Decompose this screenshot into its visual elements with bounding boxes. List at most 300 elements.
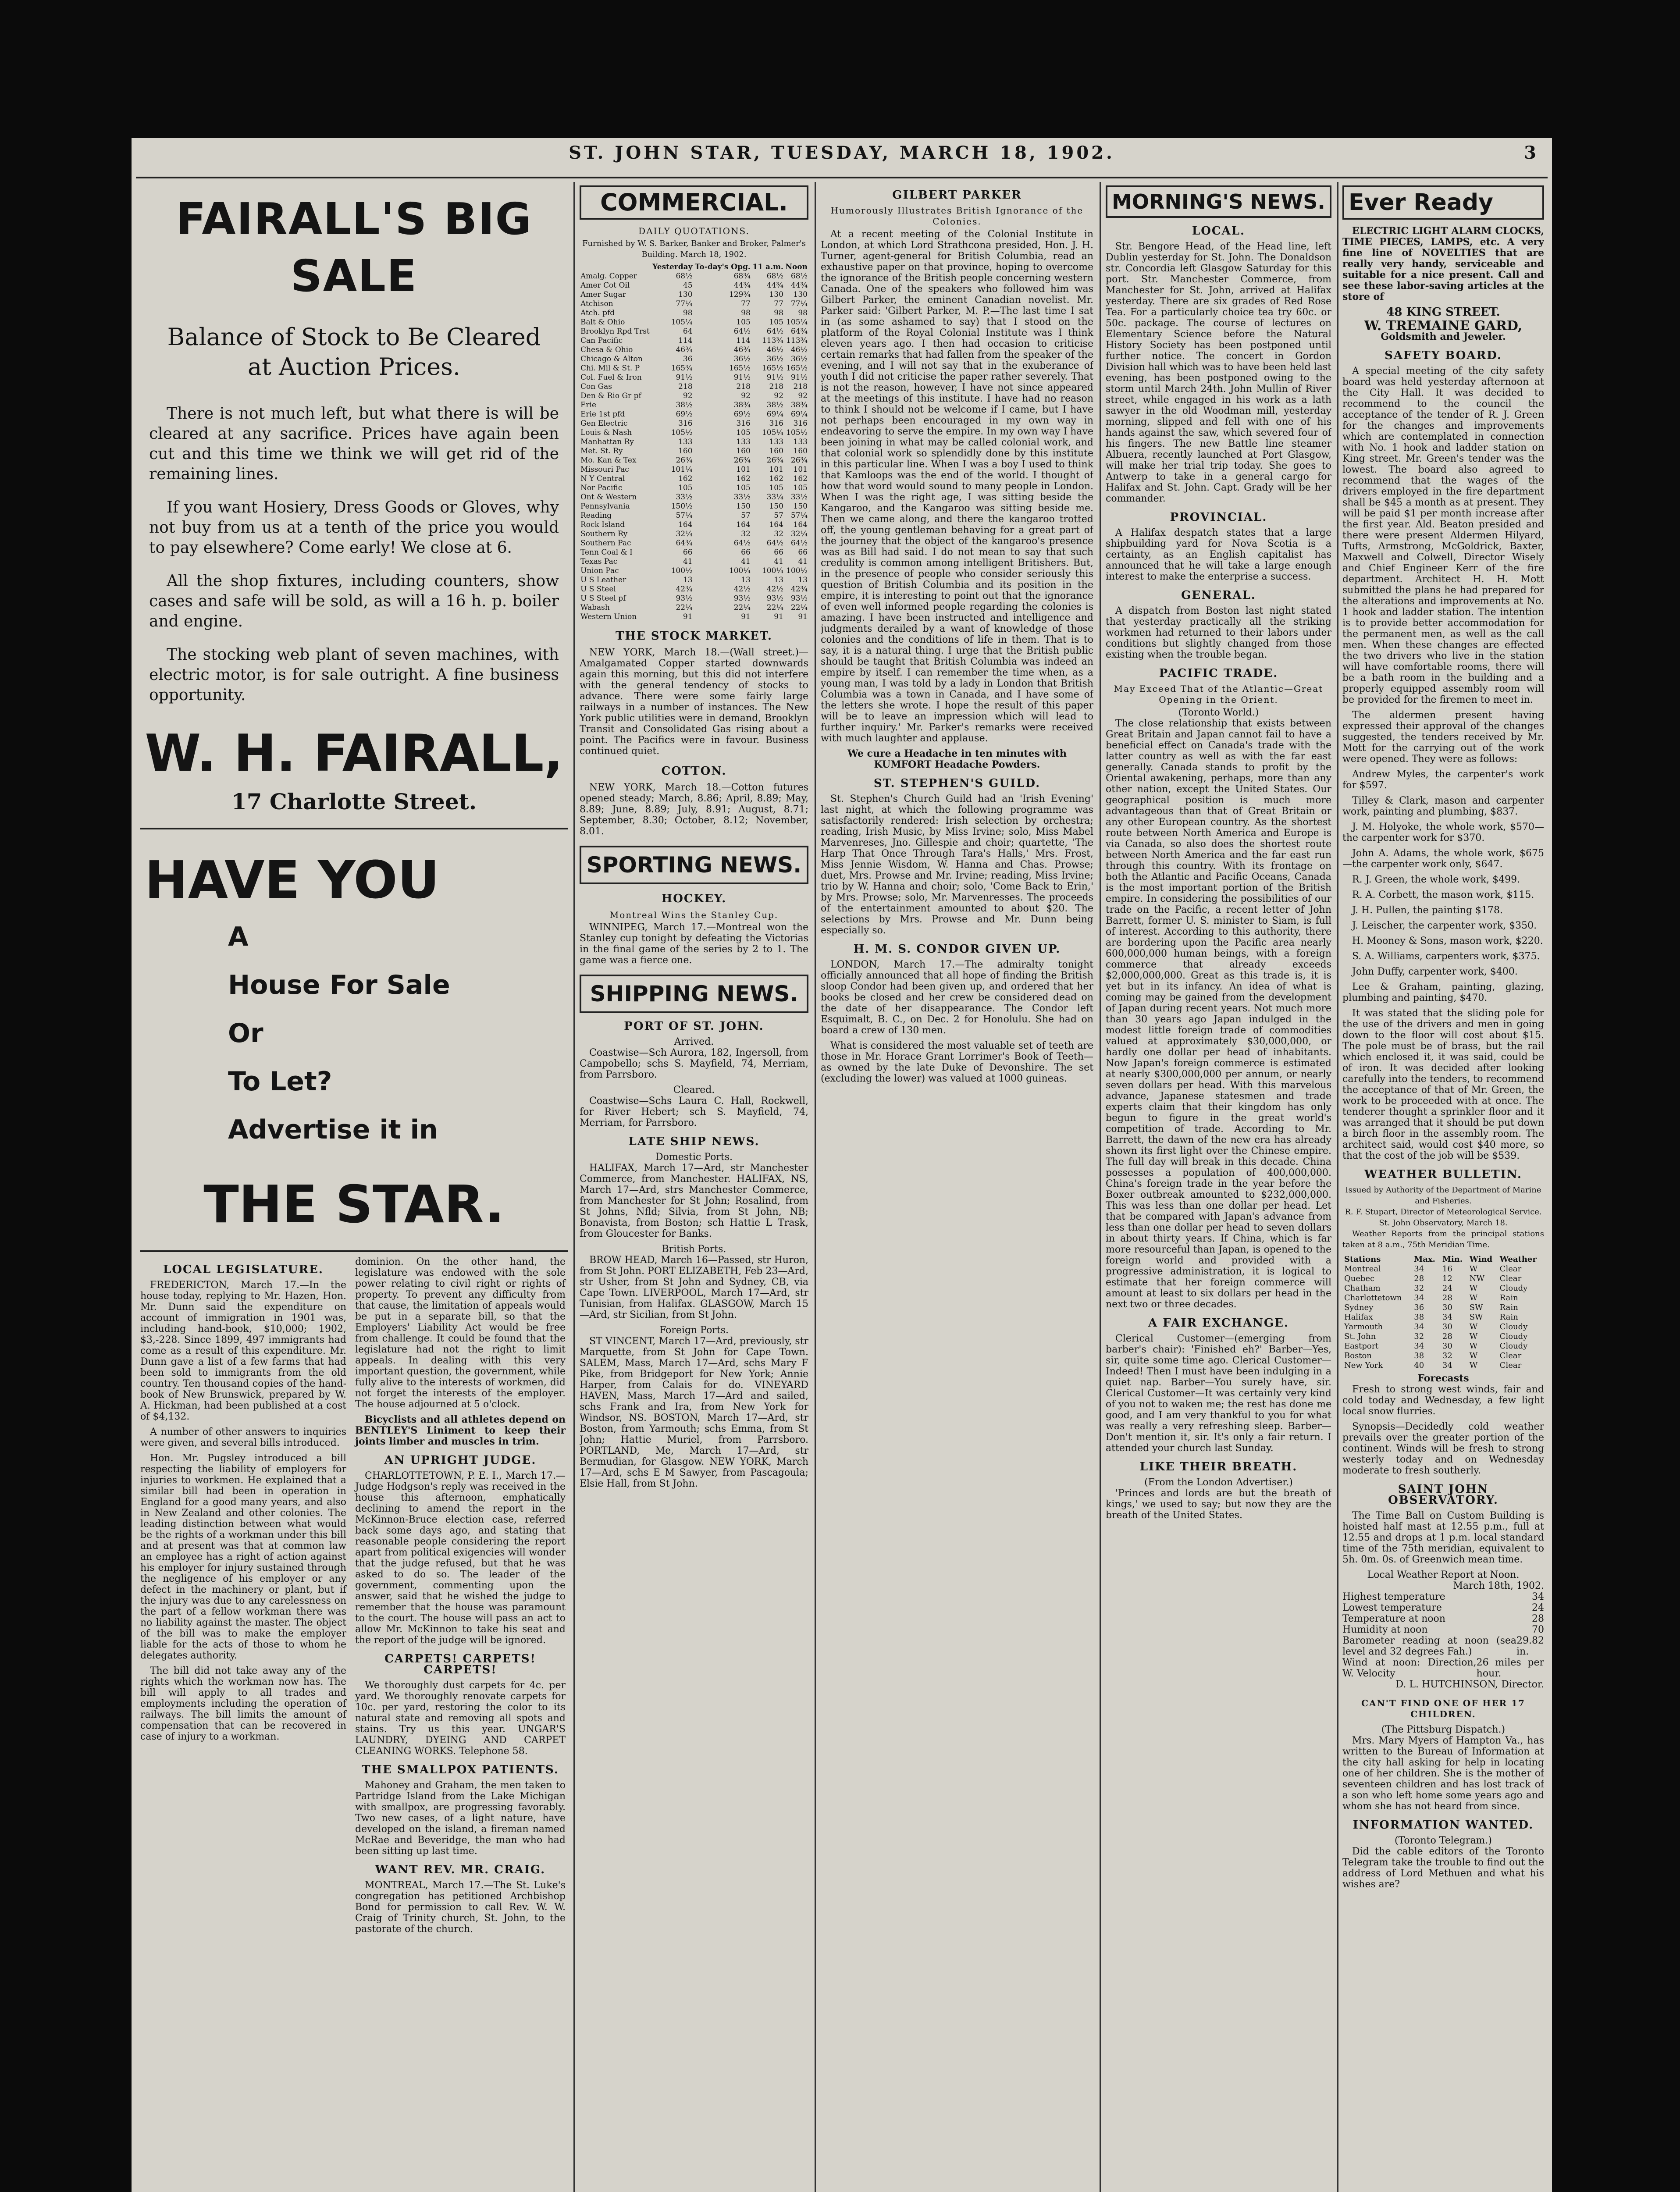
stock-price: 45 xyxy=(683,281,693,290)
stock-price: 218 xyxy=(769,382,783,391)
stock-price: 100½ xyxy=(671,566,693,575)
stock-price: 38¾ xyxy=(733,401,751,409)
stock-price: 41 xyxy=(774,557,783,566)
stock-price: 218 xyxy=(678,382,693,391)
stock-price: 57 xyxy=(774,511,783,520)
stock-price: 101 xyxy=(793,465,808,474)
fairall-subtitle: Balance of Stock to Be Cleared at Auction Prices. xyxy=(167,323,541,381)
quotation-row xyxy=(580,419,808,428)
stock-price: 13 xyxy=(683,576,693,584)
stock-price: 316 xyxy=(793,419,808,428)
fairall-para-2: If you want Hosiery, Dress Goods or Gloves, why not buy from us at a tenth of the price you would to pay elsewhere? Come early! We close at 6. xyxy=(149,498,559,557)
stock-price: 91 xyxy=(741,612,751,621)
observatory-item-value: 26 miles per hour. xyxy=(1476,1657,1544,1679)
weather-cell: W xyxy=(1469,1351,1478,1360)
stock-price: 36½ xyxy=(733,355,751,363)
safety-text: A special meeting of the city safety board was held yesterday afternoon at the City Hall. It was decided to recommend to the council the acceptance of the tender of R. J. Green for the changes and improvements which are contemplated in connection with No. 1 hook and ladder station on King street. Mr. Green's tender was the lowest. The board also agreed to recommend that the wages of the drivers employed in the fire department shall be $45 a month as at present. They will be paid $1 per month increase after the first year. Ald. Beaton presided and there were present Aldermen Hilyard, Tufts, Armstrong, McGoldrick, Baxter, Maxwell and Colwell, Director Wisely and Chief Engineer Kerr of the fire department. Architect H. H. Mott submitted the plans he had prepared for the alterations and improvements at No. 1 hook and ladder station. The intention is to provide better accommodation for the permanent men, as well as the call men. When these changes are effected the two drivers who live in the station will have comfortable rooms, there will be a bath room in the building and a properly equipped assembly room will be provided for the firemen to meet in. xyxy=(1342,366,1544,705)
observatory-item-label: Humidity at noon xyxy=(1342,1624,1428,1635)
stock-price: 130 xyxy=(678,290,693,299)
stock-price: 114 xyxy=(736,336,751,345)
stock-price: 100¼ xyxy=(729,566,751,575)
foreign-label: Foreign Ports. xyxy=(659,1325,729,1336)
upright-judge-text: CHARLOTTETOWN, P. E. I., March 17.—Judge Hodgson's reply was received in the house this afternoon, emphatically declining to amend the report in the McKinnon-Bruce election case, referred back some days ago, and stating that reasonable people considering the report apart from political exigencies will wonder that the judge refused, but that he was asked to do so. The leader of the government, commenting upon the answer, said that he wished the judge to remember that the house was paramount to the court. The house will pass an act to allow Mr. McKinnon to take his seat and the report of the judge will be ignored. xyxy=(355,1470,566,1646)
stock-price: 113¾ xyxy=(786,336,808,345)
stock-price: 64½ xyxy=(766,327,783,336)
carpets-title: CARPETS! CARPETS! CARPETS! xyxy=(384,1652,536,1676)
tender-item: John A. Adams, the whole work, $675—the carpenter work only, $647. xyxy=(1342,848,1544,870)
quotation-row xyxy=(580,373,808,382)
stock-price: 105 xyxy=(736,318,751,327)
stock-price: 33½ xyxy=(733,493,751,502)
quotation-row xyxy=(580,336,808,345)
children-text: Mrs. Mary Myers of Hampton Va., has written to the Bureau of Information at the city hall asking for help in locating one of her children. She is the mother of seventeen children and has lost track of a son who left home some years ago and whom she has not heard from since. xyxy=(1342,1735,1544,1812)
weather-cell: W xyxy=(1469,1284,1478,1293)
pacific-source: (Toronto World.) xyxy=(1178,707,1259,718)
tender-item: J. H. Pullen, the painting $178. xyxy=(1352,905,1503,916)
quotation-row xyxy=(580,327,808,336)
weather-cell: 34 xyxy=(1414,1264,1424,1274)
stock-price: 42½ xyxy=(733,585,751,594)
weather-notes: Weather Reports from the principal stations taken at 8 a.m., 75th Meridian Time. xyxy=(1342,1229,1544,1249)
star-ad-the-star: THE STAR. xyxy=(203,1174,505,1235)
provincial-title: PROVINCIAL. xyxy=(1170,511,1267,524)
stock-price: 133 xyxy=(793,438,808,446)
information-text: Did the cable editors of the Toronto Telegram take the trouble to find out the address of Lord Methuen and what his wishes are? xyxy=(1342,1846,1544,1890)
stock-price: 100¼ xyxy=(762,566,783,575)
legislature-para: Hon. Mr. Pugsley introduced a bill respecting the liability of employers for injuries to workmen. He explained that a similar bill had been in operation in England for a good many years, and also in New Zealand and other colonies. The leading distinction between what would be the rights of a workman under this bill and at present was that at common law an employee has a right of action against his employer for injury sustained through the negligence of his employer or any defect in the machinery or plant, but if the injury was due to any carelessness on the part of a fellow workman there was no liability against the master. The object of the bill was to make the employer liable for the acts of those to whom he delegates authority. xyxy=(140,1453,346,1661)
column-divider xyxy=(815,182,816,2192)
stock-price: 32 xyxy=(741,530,751,538)
quotation-row xyxy=(580,290,808,299)
stock-price: 22¼ xyxy=(766,603,783,612)
st-stephen-title: ST. STEPHEN'S GUILD. xyxy=(873,777,1041,790)
quotation-row xyxy=(580,364,808,373)
carpets-text: We thoroughly dust carpets for 4c. per yard. We thoroughly renovate carpets for 10c. per yard, restoring the color to its natural state and removing all spots and stains. Try us this year. UNGAR'S LAUNDRY, DYEING AND CARPET CLEANING WORKS. Telephone 58. xyxy=(355,1680,566,1757)
star-ad-advertise: Advertise it in xyxy=(228,1114,438,1145)
quotation-row xyxy=(580,603,808,612)
stock-name: Den & Rio Gr pf xyxy=(580,391,641,400)
quotation-row xyxy=(580,391,808,401)
stock-name: Pennsylvania xyxy=(580,502,630,511)
stock-price: 33½ xyxy=(790,493,808,502)
stock-price: 105½ xyxy=(671,428,693,437)
weather-column-header: Min. xyxy=(1442,1255,1463,1264)
quotation-row xyxy=(580,428,808,438)
fairall-para-4: The stocking web plant of seven machines, with electric motor, is for sale outright. A fine business opportunity. xyxy=(149,646,559,704)
stock-price: 92 xyxy=(741,391,751,400)
weather-cell: SW xyxy=(1469,1313,1483,1322)
local-weather-title: Local Weather Report at Noon. xyxy=(1367,1569,1520,1580)
quotation-row xyxy=(580,465,808,474)
stock-price: 33½ xyxy=(676,493,693,502)
weather-cell: Clear xyxy=(1499,1351,1522,1360)
stock-price: 36½ xyxy=(766,355,783,363)
weather-cell: Rain xyxy=(1499,1303,1518,1312)
stock-price: 32¼ xyxy=(790,530,808,538)
legislature-title: LOCAL LEGISLATURE. xyxy=(163,1263,324,1276)
quotation-row xyxy=(580,272,808,281)
stock-name: Ont & Western xyxy=(580,493,637,502)
weather-director: R. F. Stupart, Director of Meteorological Service. xyxy=(1345,1207,1542,1217)
quotation-row xyxy=(580,410,808,419)
weather-cell: 34 xyxy=(1414,1322,1424,1331)
stock-price: 98 xyxy=(741,309,751,317)
stock-name: Amer Cot Oil xyxy=(580,281,630,290)
observatory-item xyxy=(1342,1624,1544,1635)
weather-cell: Clear xyxy=(1499,1274,1522,1283)
stock-price: 44¾ xyxy=(790,281,808,290)
stock-price: 36 xyxy=(683,355,693,363)
header-rule xyxy=(136,177,1548,178)
quotation-column-header: Yesterday xyxy=(652,263,693,271)
stock-price: 98 xyxy=(774,309,783,317)
children-source: (The Pittsburg Dispatch.) xyxy=(1381,1724,1506,1735)
stock-price: 68½ xyxy=(676,272,693,281)
quotation-row xyxy=(580,447,808,456)
ad-divider xyxy=(140,828,568,829)
breath-source: (From the London Advertiser.) xyxy=(1144,1477,1293,1488)
breath-title: LIKE THEIR BREATH. xyxy=(1139,1460,1298,1473)
tender-item: Andrew Myles, the carpenter's work for $597. xyxy=(1342,769,1544,791)
stock-price: 32¼ xyxy=(676,530,693,538)
stock-name: Amalg. Copper xyxy=(580,272,637,281)
stock-price: 150½ xyxy=(671,502,693,511)
weather-cell: 30 xyxy=(1442,1342,1452,1351)
weather-title: WEATHER BULLETIN. xyxy=(1364,1168,1522,1181)
weather-cell: Charlottetown xyxy=(1344,1293,1402,1302)
quotation-row xyxy=(580,585,808,594)
arrived-label: Arrived. xyxy=(674,1036,714,1047)
stock-price: 105 xyxy=(793,484,808,492)
weather-cell: W xyxy=(1469,1264,1478,1274)
column-5 xyxy=(1342,182,1544,1894)
column-1b xyxy=(355,1256,566,1939)
tender-item: J. M. Holyoke, the whole work, $570—the carpenter work for $370. xyxy=(1342,822,1544,843)
weather-cell: W xyxy=(1469,1361,1478,1370)
stock-price: 91½ xyxy=(676,373,693,382)
stock-price: 66 xyxy=(798,548,808,557)
dominion-text: dominion. On the other hand, the legislature was endowed with the sole power relating to civil right or rights of property. To prevent any difficulty from that cause, the limitation of appeals would be put in a separate bill, so that the Employers' Liability Act would be free from challenge. It could be found that the legislature had not the right to limit appeals. In dealing with this very important question, the government, while fully alive to the interests of workmen, did not forget the interests of the employer. The house adjourned at 5 o'clock. xyxy=(355,1256,566,1410)
stock-price: 98 xyxy=(798,309,808,317)
weather-cell: 28 xyxy=(1442,1293,1452,1302)
stock-price: 93½ xyxy=(676,594,693,603)
stock-price: 162 xyxy=(769,474,783,483)
stock-name: Con Gas xyxy=(580,382,612,391)
stock-price: 164 xyxy=(736,520,751,529)
quotation-row xyxy=(580,557,808,566)
stock-name: Erie 1st pfd xyxy=(580,410,625,419)
quotation-column-header: 11 a.m. xyxy=(752,263,783,271)
safety-tenders-intro: The aldermen present having expressed their approval of the changes suggested, the tenders received by Mr. Mott for the carrying out of the work were opened. They were as follows: xyxy=(1342,710,1544,765)
upright-judge-title: AN UPRIGHT JUDGE. xyxy=(384,1454,537,1467)
quotation-row xyxy=(580,345,808,355)
quotations-furnished: Furnished by W. S. Barker, Banker and Broker, Palmer's Building. March 18, 1902. xyxy=(582,239,806,259)
st-stephen-text: St. Stephen's Church Guild had an 'Irish Evening' last night, at which the following programme was satisfactorily rendered: Irish selection by orchestra; reading, Irish Music, by Miss Irvine; solo, Miss Mabel Marvenreses, Jno. Gillespie and choir; quartette, 'The Harp That Once Through Tara's Halls,' Mrs. Frost, Miss Jennie Wisdom, W. Hanna and Chas. Prowse; duet, Mrs. Prowse and Mr. Irvine; reading, Miss Irvine; trio by W. Hanna and choir; solo, 'Come Back to Erin,' by Mrs. Prowse; solo, Mr. Marvenresses. The proceeds of the entertainment amounted to about $20. The selections by Mrs. Prowse and Mr. Dunn being especially so. xyxy=(821,794,1093,936)
stock-price: 105 xyxy=(736,484,751,492)
stock-name: Gen Electric xyxy=(580,419,628,428)
weather-cell: St. John xyxy=(1344,1332,1376,1341)
quotation-row xyxy=(580,484,808,493)
stock-price: 105¼ xyxy=(762,428,783,437)
stock-name: Brooklyn Rpd Trst xyxy=(580,327,650,336)
gilbert-title: GILBERT PARKER xyxy=(892,189,1022,202)
quotation-row xyxy=(580,520,808,530)
condor-title: H. M. S. CONDOR GIVEN UP. xyxy=(853,943,1061,956)
stock-price: 316 xyxy=(678,419,693,428)
weather-cell: 40 xyxy=(1414,1361,1424,1370)
stock-price: 44¾ xyxy=(766,281,783,290)
observatory-item-value: 70 xyxy=(1532,1624,1544,1635)
weather-cell: 38 xyxy=(1414,1313,1424,1322)
ever-ready-title: Ever Ready xyxy=(1342,185,1544,220)
cotton-text: NEW YORK, March 18.—Cotton futures opened steady; March, 8.86; April, 8.89; May, 8.89; June, 8.89; July, 8.91; August, 8.71; September, 8.30; October, 8.12; November, 8.01. xyxy=(580,782,808,837)
observatory-item xyxy=(1342,1635,1544,1657)
stock-price: 105 xyxy=(769,318,783,327)
weather-cell: 24 xyxy=(1442,1284,1452,1293)
local-title: LOCAL. xyxy=(1192,224,1246,238)
cleared-label: Cleared. xyxy=(673,1085,715,1096)
stock-name: Southern Ry xyxy=(580,530,628,538)
weather-cell: SW xyxy=(1469,1303,1483,1312)
pacific-subtitle: May Exceed That of the Atlantic—Great Opening in the Orient. xyxy=(1114,683,1324,705)
tender-item: John Duffy, carpenter work, $400. xyxy=(1352,966,1518,977)
legislature-article xyxy=(140,1256,346,1939)
stock-name: Tenn Coal & I xyxy=(580,548,633,557)
stock-price: 68½ xyxy=(790,272,808,281)
stock-name: Chicago & Alton xyxy=(580,355,643,363)
weather-row xyxy=(1342,1303,1544,1313)
star-ad xyxy=(140,829,568,1250)
column-1 xyxy=(140,182,568,1939)
weather-cell: 30 xyxy=(1442,1322,1452,1331)
teeth-item: What is considered the most valuable set of teeth are those in Mr. Horace Grant Lorrimer's Book of Teeth—as owned by the late Duke of Devonshire. The set (excluding the lower) was valued at 1000 guineas. xyxy=(821,1040,1093,1084)
stock-price: 26¾ xyxy=(733,456,751,465)
stock-price: 46¾ xyxy=(733,345,751,354)
stock-name: Union Pac xyxy=(580,566,619,575)
stock-price: 42½ xyxy=(766,585,783,594)
fairall-title: FAIRALL'S BIG SALE xyxy=(176,193,532,302)
stock-price: 98 xyxy=(683,309,693,317)
stock-price: 32 xyxy=(774,530,783,538)
quotation-row xyxy=(580,493,808,502)
weather-cell: Sydney xyxy=(1344,1303,1374,1312)
quotation-column-header: Noon xyxy=(785,263,808,271)
stock-price: 33¼ xyxy=(766,493,783,502)
weather-cell: 34 xyxy=(1414,1342,1424,1351)
weather-cell: Quebec xyxy=(1344,1274,1375,1283)
weather-cell: Boston xyxy=(1344,1351,1372,1360)
stock-price: 38½ xyxy=(766,401,783,409)
stock-price: 92 xyxy=(798,391,808,400)
stock-price: 105½ xyxy=(786,428,808,437)
tender-item: J. Leischer, the carpenter work, $350. xyxy=(1352,920,1537,931)
quotation-row xyxy=(580,576,808,585)
observatory-item xyxy=(1342,1613,1544,1624)
quotation-row xyxy=(580,309,808,318)
weather-row xyxy=(1342,1284,1544,1293)
observatory-item xyxy=(1342,1602,1544,1613)
stock-price: 22¼ xyxy=(790,603,808,612)
stock-price: 64 xyxy=(683,327,693,336)
weather-authority: Issued by Authority of the Department of Marine and Fisheries. xyxy=(1345,1185,1541,1206)
weather-row xyxy=(1342,1361,1544,1370)
masthead-line: ST. JOHN STAR, TUESDAY, MARCH 18, 1902. xyxy=(569,142,1115,163)
stock-price: 64¾ xyxy=(790,327,808,336)
late-ship-title: LATE SHIP NEWS. xyxy=(628,1135,760,1148)
stock-name: Nor Pacific xyxy=(580,484,623,492)
stock-price: 160 xyxy=(769,447,783,455)
stock-price: 42¾ xyxy=(676,585,693,594)
weather-column-header: Max. xyxy=(1414,1255,1435,1264)
shipping-news xyxy=(580,1021,808,1489)
weather-cell: Clear xyxy=(1499,1361,1522,1370)
stock-name: U S Steel xyxy=(580,585,616,594)
stock-name: Atch. pfd xyxy=(580,309,615,317)
weather-row xyxy=(1342,1264,1544,1274)
stock-price: 150 xyxy=(736,502,751,511)
stock-price: 26¾ xyxy=(790,456,808,465)
stock-price: 68½ xyxy=(766,272,783,281)
stock-price: 162 xyxy=(736,474,751,483)
weather-cell: Cloudy xyxy=(1499,1284,1528,1293)
stock-name: Reading xyxy=(580,511,612,520)
stock-price: 165½ xyxy=(786,364,808,373)
observatory-item-label: Temperature at noon xyxy=(1342,1613,1445,1624)
tender-item: Tilley & Clark, mason and carpenter work, painting and plumbing, $837. xyxy=(1342,795,1544,817)
tender-item: S. A. Williams, carpenters work, $375. xyxy=(1352,951,1540,962)
stock-name: Texas Pac xyxy=(580,557,618,566)
stock-name: Atchison xyxy=(580,299,613,308)
stock-price: 77¼ xyxy=(676,299,693,308)
observatory-text: The Time Ball on Custom Building is hoisted half mast at 12.55 p.m., full at 12.55 and drops at 1 p.m. local standard time of the 75th meridian, equivalent to 5h. 0m. 0s. of Greenwich mean time. xyxy=(1342,1510,1544,1565)
stock-price: 160 xyxy=(678,447,693,455)
stock-price: 91 xyxy=(683,612,693,621)
quotation-row xyxy=(580,612,808,622)
weather-cell: W xyxy=(1469,1293,1478,1302)
stock-price: 150 xyxy=(769,502,783,511)
stock-price: 91 xyxy=(774,612,783,621)
have-you-heading: HAVE YOU xyxy=(145,850,440,910)
observatory-items xyxy=(1342,1591,1544,1679)
craig-text: MONTREAL, March 17.—The St. Luke's congregation has petitioned Archbishop Bond for permission to call Rev. W. W. Craig of Trinity church, St. John, to the pastorate of the church. xyxy=(355,1880,566,1935)
stock-name: Wabash xyxy=(580,603,610,612)
weather-observatory: St. John Observatory, March 18. xyxy=(1379,1218,1508,1228)
stock-price: 133 xyxy=(678,438,693,446)
weather-cell: Cloudy xyxy=(1499,1322,1528,1331)
smallpox-title: THE SMALLPOX PATIENTS. xyxy=(362,1763,559,1776)
legislature-para: FREDERICTON, March 17.—In the house today, replying to Mr. Hazen, Hon. Mr. Dunn said the expenditure on account of immigration in 1901 was, including hand-book, $10,000; 1902, $3,-228. Since 1899, 497 immigrants had come as a result of this expenditure. Mr. Dunn gave a list of a few farms that had been sold to immigrants from the old country. Ten thousand copies of the hand-book of New Brunswick, prepared by W. A. Hickman, had been published at a cost of $4,132. xyxy=(140,1280,346,1422)
stock-price: 13 xyxy=(774,576,783,584)
quotation-row xyxy=(580,511,808,520)
hockey-title: HOCKEY. xyxy=(661,892,727,905)
quotation-row xyxy=(580,474,808,484)
hockey-subtitle: Montreal Wins the Stanley Cup. xyxy=(609,910,779,920)
weather-cell: Montreal xyxy=(1344,1264,1381,1274)
quotation-row xyxy=(580,456,808,465)
smallpox-text: Mahoney and Graham, the men taken to Partridge Island from the Lake Michigan with smallpox, are progressing favorably. Two new cases, of a light nature, have developed on the island, a fireman named McRae and Beveridge, the man who had been sitting up last time. xyxy=(355,1780,566,1857)
stock-name: Louis & Nash xyxy=(580,428,632,437)
stock-price: 69½ xyxy=(733,410,751,419)
stock-price: 165½ xyxy=(729,364,751,373)
stock-price: 13 xyxy=(798,576,808,584)
column-divider xyxy=(1100,182,1101,2192)
quotation-row xyxy=(580,438,808,447)
ever-ready-text: ELECTRIC LIGHT ALARM CLOCKS, TIME PIECES, LAMPS, etc. A very fine line of NOVELTIES that are really very handy, serviceable and suitable for a nice present. Call and see these labor-saving articles at the store of xyxy=(1342,225,1544,302)
observatory-item-label: Wind at noon: Direction, W. Velocity xyxy=(1342,1657,1477,1679)
stock-price: 105¼ xyxy=(671,318,693,327)
weather-cell: Rain xyxy=(1499,1293,1518,1302)
exchange-title: A FAIR EXCHANGE. xyxy=(1148,1317,1289,1330)
weather-row xyxy=(1342,1293,1544,1303)
stock-price: 160 xyxy=(793,447,808,455)
stock-name: N Y Central xyxy=(580,474,625,483)
stock-name: Can Pacific xyxy=(580,336,623,345)
weather-cell: NW xyxy=(1469,1274,1484,1283)
headache-ad: We cure a Headache in ten minutes with KUMFORT Headache Powders. xyxy=(847,748,1067,770)
stock-price: 13 xyxy=(741,576,751,584)
page-header xyxy=(132,142,1552,173)
local-weather-date: March 18th, 1902. xyxy=(1453,1580,1544,1591)
stock-name: Western Union xyxy=(580,612,637,621)
legislature-para: The bill did not take away any of the rights which the workman now has. The bill will apply to all trades and employments including the operation of railways. The bill limits the amount of compensation that can be recovered in case of injury to a workman. xyxy=(140,1665,346,1742)
fairall-para-3: All the shop fixtures, including counters, show cases and safe will be sold, as will a 16 h. p. boiler and engine. xyxy=(149,572,559,630)
stock-market-title: THE STOCK MARKET. xyxy=(616,630,772,643)
stock-price: 64½ xyxy=(766,539,783,548)
ad-divider xyxy=(140,1250,568,1252)
information-source: (Toronto Telegram.) xyxy=(1395,1835,1492,1846)
quotation-row xyxy=(580,530,808,539)
stock-price: 69¼ xyxy=(790,410,808,419)
stock-name: Mo. Kan & Tex xyxy=(580,456,637,465)
tender-item: H. Mooney & Sons, mason work, $220. xyxy=(1352,936,1543,947)
stock-price: 105 xyxy=(736,428,751,437)
weather-cell: 30 xyxy=(1442,1303,1452,1312)
observatory-item-value: 28 xyxy=(1532,1613,1544,1624)
weather-cell: Eastport xyxy=(1344,1342,1379,1351)
local-text: Str. Bengore Head, of the Head line, left Dublin yesterday for St. John. The Donaldson str. Concordia left Glasgow Saturday for this port. Str. Manchester Commerce, from Manchester for St. John, arrived at Halifax yesterday. There are six grades of Red Rose Tea. For a particularly choice tea try 60c. or 50c. package. The course of lectures on Elementary Science before the Natural History Society has been postponed until further notice. The concert in Gordon Division hall which was to have been held last evening, has been postponed owing to the storm until March 24th. John Mullin of River street, while engaged in his work as a lath sawyer in the old Woodman mill, yesterday morning, slipped and fell with one of his hands against the saw, which severed four of his fingers. The new Battle line steamer Albuera, recently launched at Port Glasgow, will make her trial trip today. She goes to Antwerp to take in a general cargo for Halifax and St. John. Capt. Grady will be her commander. xyxy=(1106,241,1331,504)
stock-price: 38¾ xyxy=(790,401,808,409)
column-3 xyxy=(821,182,1093,1089)
foreign-text: ST VINCENT, March 17—Ard, previously, str Marquette, from St John for Cape Town. SALEM, Mass, March 17—Ard, schs Mary F Pike, from Bridgeport for New York; Annie Harper, from Calais for do. VINEYARD HAVEN, Mass, March 17—Ard and sailed, schs Frank and Ira, from New York for Windsor, NS. BOSTON, March 17—Ard, str Boston, from Yarmouth; schs Emma, from St John; Hattie Muriel, from Parrsboro. PORTLAND, Me, March 17—Ard, str Bermudian, for Glasgow. NEW YORK, March 17—Ard, schs E M Sawyer, from Pascagoula; Elsie Hall, from St John. xyxy=(580,1336,808,1489)
weather-cell: W xyxy=(1469,1332,1478,1341)
weather-cell: 34 xyxy=(1442,1361,1452,1370)
domestic-label: Domestic Ports. xyxy=(655,1152,733,1163)
weather-cell: 28 xyxy=(1442,1332,1452,1341)
stock-price: 93½ xyxy=(790,594,808,603)
port-title: PORT OF ST. JOHN. xyxy=(624,1020,764,1033)
stock-name: Chesa & Ohio xyxy=(580,345,633,354)
stock-price: 38½ xyxy=(676,401,693,409)
quotation-column-header: To-day's Opg. xyxy=(694,263,751,271)
stock-name: Erie xyxy=(580,401,597,409)
stock-price: 91 xyxy=(798,612,808,621)
morning-title: MORNING'S NEWS. xyxy=(1106,185,1331,218)
ever-ready-trade: Goldsmith and Jeweler. xyxy=(1381,331,1506,342)
stock-price: 101 xyxy=(769,465,783,474)
shipping-title: SHIPPING NEWS. xyxy=(580,975,808,1013)
weather-cell: W xyxy=(1469,1342,1478,1351)
stock-price: 133 xyxy=(736,438,751,446)
stock-name: Balt & Ohio xyxy=(580,318,625,327)
quotation-row xyxy=(580,502,808,511)
star-ad-or: Or xyxy=(228,1018,263,1049)
domestic-text: HALIFAX, March 17—Ard, str Manchester Commerce, from Manchester. HALIFAX, NS, March 17—Ard, strs Manchester Commerce, from Manchester for St John; Rosalind, from St Johns, Nfld; Silvia, from St John, NB; Bonavista, from Boston; sch Hattie L Trask, from Gloucester for Banks. xyxy=(580,1163,808,1239)
weather-cell: 38 xyxy=(1414,1351,1424,1360)
stock-name: Met. St. Ry xyxy=(580,447,623,455)
weather-row xyxy=(1342,1322,1544,1332)
stock-price: 64¾ xyxy=(676,539,693,548)
quotations-subtitle: DAILY QUOTATIONS. xyxy=(638,226,750,236)
